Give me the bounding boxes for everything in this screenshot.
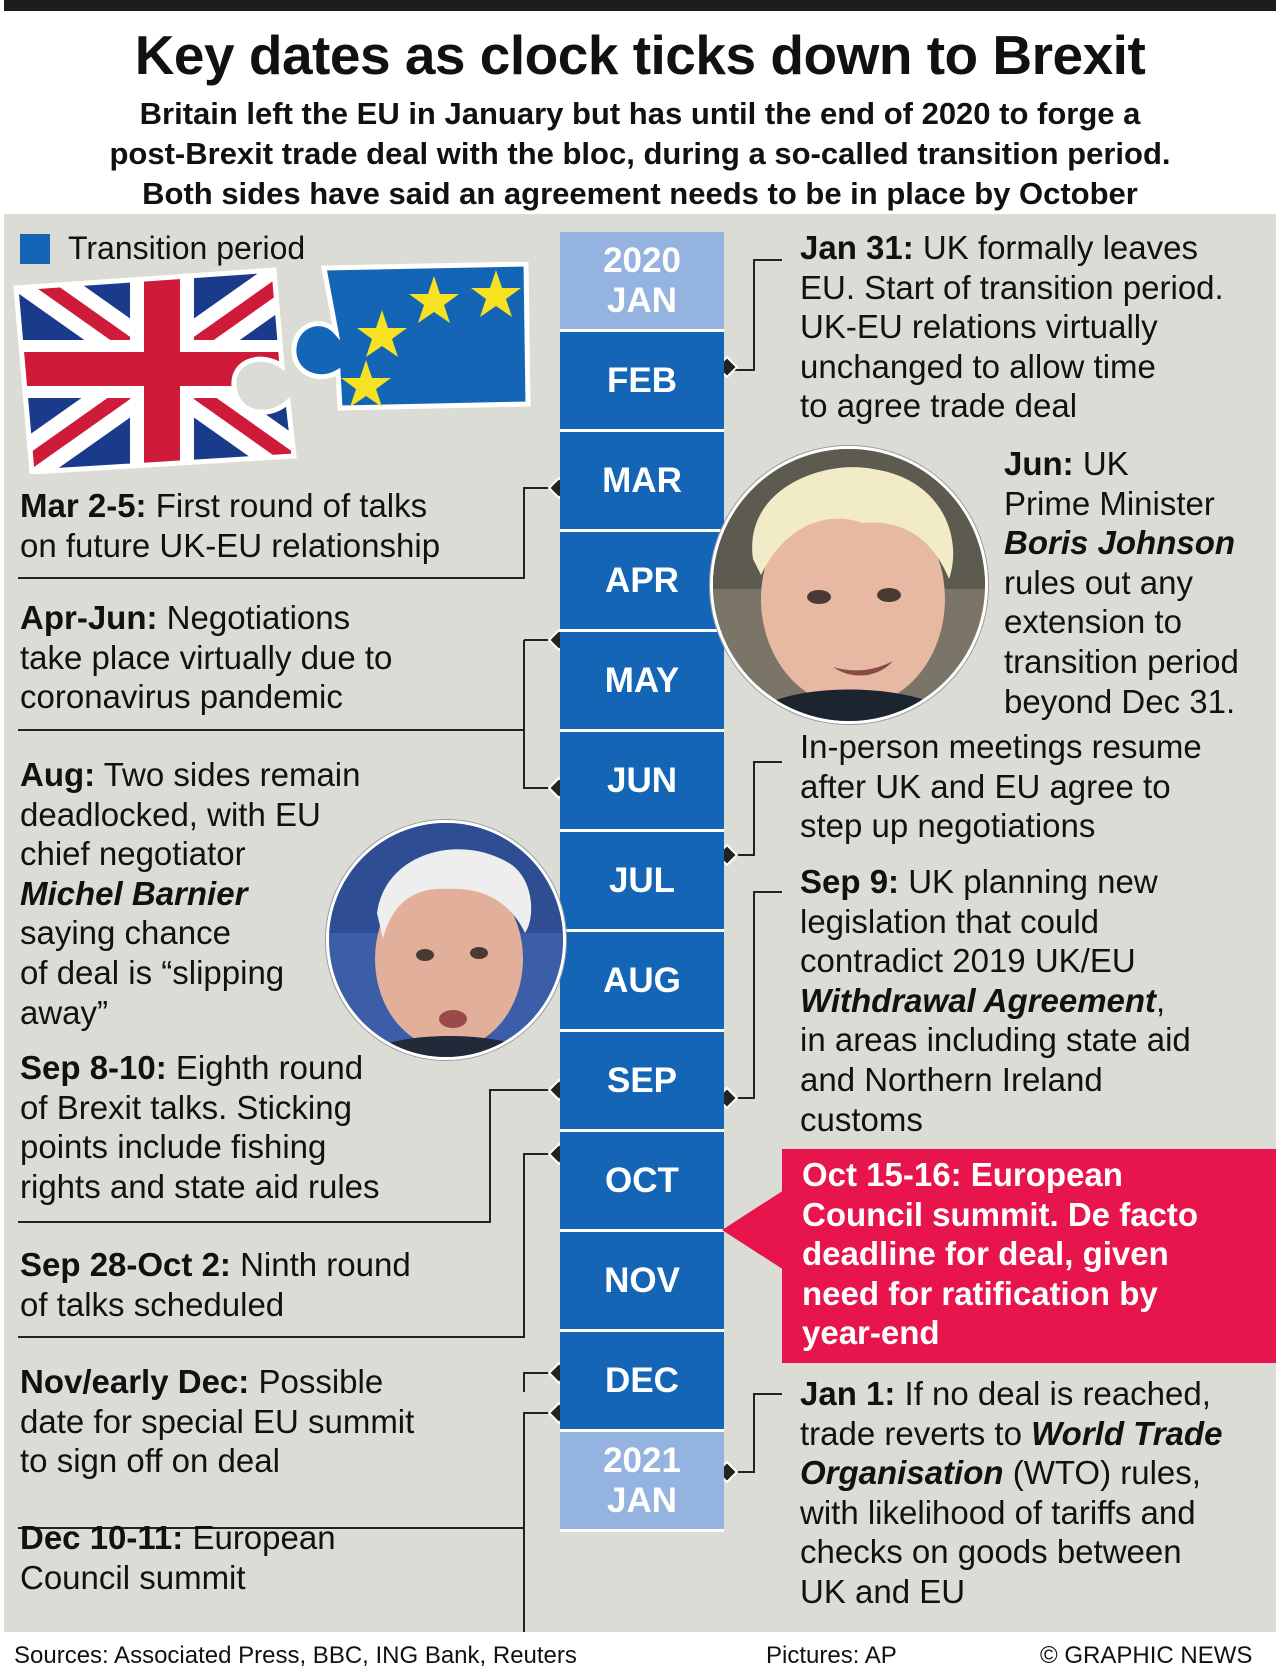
event-text: and Northern Ireland bbox=[800, 1060, 1103, 1098]
boris-johnson-photo bbox=[710, 446, 988, 724]
footer bbox=[4, 1632, 1276, 1680]
event-text: coronavirus pandemic bbox=[20, 678, 343, 716]
event-text: Possible bbox=[249, 1363, 384, 1400]
month-label: APR bbox=[605, 560, 679, 600]
callout-pointer bbox=[722, 1190, 786, 1270]
event-text: date for special EU summit bbox=[20, 1402, 415, 1440]
publisher-credit: © GRAPHIC NEWS bbox=[1040, 1642, 1253, 1669]
subtitle-line: Britain left the EU in January but has until the end of 2020 to forge a bbox=[139, 96, 1141, 131]
person-name: Boris Johnson bbox=[1004, 524, 1236, 562]
event-text: transition period bbox=[1004, 642, 1239, 680]
event-sep9 bbox=[800, 862, 1191, 1139]
event-text: away” bbox=[20, 993, 109, 1031]
event-text: EU. Start of transition period. bbox=[800, 268, 1224, 306]
event-sep8 bbox=[20, 1048, 380, 1206]
month-label: JUN bbox=[606, 760, 678, 800]
event-text: UK-EU relations virtually bbox=[800, 308, 1158, 346]
event-text: in areas including state aid bbox=[800, 1021, 1191, 1059]
event-jun-pm bbox=[1004, 444, 1239, 721]
month-label: DEC bbox=[605, 1360, 679, 1400]
callout-text: Oct 15-16: European bbox=[802, 1156, 1123, 1193]
event-text: beyond Dec 31. bbox=[1004, 682, 1236, 720]
event-text: extension to bbox=[1004, 603, 1182, 641]
month-label: SEP bbox=[606, 1060, 678, 1100]
event-date: Dec 10-11: bbox=[20, 1519, 184, 1556]
organisation-name: Organisation bbox=[800, 1454, 1004, 1492]
event-date: Aug: bbox=[20, 756, 96, 793]
month-label: JUL bbox=[608, 860, 676, 900]
event-text: In-person meetings resume bbox=[800, 728, 1202, 765]
callout-text: deadline for deal, given bbox=[802, 1235, 1169, 1273]
callout-text: year-end bbox=[802, 1314, 940, 1352]
legend-label: Transition period bbox=[68, 230, 306, 266]
sources-credit: Sources: Associated Press, BBC, ING Bank, Reuters bbox=[14, 1642, 577, 1669]
event-text: Eighth round bbox=[166, 1049, 364, 1086]
event-text: customs bbox=[800, 1100, 923, 1138]
month-label: 2020 bbox=[603, 240, 681, 280]
month-cell bbox=[560, 832, 724, 932]
event-text: chief negotiator bbox=[20, 835, 246, 873]
event-date: Sep 28-Oct 2: bbox=[20, 1246, 231, 1283]
event-text: unchanged to allow time bbox=[800, 347, 1156, 385]
page-title: Key dates as clock ticks down to Brexit bbox=[134, 24, 1146, 86]
event-text: contradict 2019 UK/EU bbox=[800, 942, 1136, 980]
event-text: to sign off on deal bbox=[20, 1442, 280, 1480]
event-date: Apr-Jun: bbox=[20, 599, 158, 636]
organisation-name: World Trade bbox=[1031, 1414, 1223, 1452]
month-cell bbox=[560, 1032, 724, 1132]
event-sep28 bbox=[20, 1245, 411, 1324]
event-text: saying chance bbox=[20, 914, 231, 952]
event-text: legislation that could bbox=[800, 902, 1100, 940]
event-text: points include fishing bbox=[20, 1128, 327, 1166]
month-cell bbox=[560, 432, 724, 532]
event-jan1 bbox=[800, 1374, 1222, 1612]
subtitle-line: post-Brexit trade deal with the bloc, during a so-called transition period. bbox=[109, 136, 1171, 171]
infographic bbox=[4, 0, 1276, 1680]
event-text: trade reverts to bbox=[800, 1414, 1032, 1452]
event-text: (WTO) rules, bbox=[1003, 1454, 1201, 1492]
event-dec bbox=[20, 1518, 336, 1597]
event-text: Council summit bbox=[20, 1558, 246, 1596]
event-text: Two sides remain bbox=[95, 756, 361, 793]
event-text: checks on goods between bbox=[800, 1533, 1182, 1571]
oct-highlight-callout bbox=[782, 1149, 1276, 1363]
month-cell bbox=[560, 532, 724, 632]
person-name: Michel Barnier bbox=[20, 874, 248, 912]
month-cell bbox=[560, 1432, 724, 1532]
event-text: UK bbox=[1073, 445, 1129, 482]
event-date: Jun: bbox=[1004, 445, 1074, 482]
subtitle-line: Both sides have said an agreement needs to be in place by October bbox=[142, 176, 1138, 211]
month-label: FEB bbox=[607, 360, 677, 400]
event-text: If no deal is reached, bbox=[895, 1375, 1211, 1412]
event-date: Jan 31: bbox=[800, 229, 914, 266]
month-cell bbox=[560, 1232, 724, 1332]
michel-barnier-photo bbox=[326, 820, 566, 1060]
event-text: take place virtually due to bbox=[20, 638, 393, 676]
month-label: JAN bbox=[606, 280, 678, 320]
event-jan31 bbox=[800, 228, 1224, 426]
event-text: Prime Minister bbox=[1004, 484, 1215, 522]
event-text: with likelihood of tariffs and bbox=[800, 1493, 1196, 1531]
event-nov bbox=[20, 1362, 414, 1481]
event-text: deadlocked, with EU bbox=[20, 795, 321, 833]
pictures-credit: Pictures: AP bbox=[766, 1642, 897, 1669]
event-text: of deal is “slipping bbox=[20, 953, 285, 991]
month-cell bbox=[560, 1332, 724, 1432]
event-text: of talks scheduled bbox=[20, 1285, 285, 1323]
month-label: MAY bbox=[604, 660, 680, 700]
event-text: UK formally leaves bbox=[913, 229, 1198, 266]
month-cell bbox=[560, 732, 724, 832]
callout-text: Council summit. De facto bbox=[802, 1195, 1199, 1233]
event-text: rights and state aid rules bbox=[20, 1167, 380, 1205]
month-cell bbox=[560, 932, 724, 1032]
event-date: Jan 1: bbox=[800, 1375, 896, 1412]
callout-text: need for ratification by bbox=[802, 1274, 1158, 1312]
event-text: European bbox=[183, 1519, 336, 1556]
event-date: Sep 9: bbox=[800, 863, 900, 900]
month-label: 2021 bbox=[603, 1440, 681, 1480]
event-text: of Brexit talks. Sticking bbox=[20, 1088, 352, 1126]
event-jun-meetings bbox=[800, 727, 1202, 846]
month-label: NOV bbox=[604, 1260, 680, 1300]
event-date: Sep 8-10: bbox=[20, 1049, 167, 1086]
month-label: OCT bbox=[605, 1160, 679, 1200]
agreement-name: Withdrawal Agreement bbox=[800, 981, 1157, 1019]
event-date: Nov/early Dec: bbox=[20, 1363, 250, 1400]
event-text: to agree trade deal bbox=[800, 387, 1078, 425]
event-text: Negotiations bbox=[157, 599, 351, 636]
event-text: First round of talks bbox=[146, 487, 428, 524]
month-label: MAR bbox=[602, 460, 682, 500]
month-label: JAN bbox=[606, 1480, 678, 1520]
event-text: on future UK-EU relationship bbox=[20, 526, 441, 564]
month-label: AUG bbox=[603, 960, 681, 1000]
event-date: Mar 2-5: bbox=[20, 487, 147, 524]
event-text: , bbox=[1156, 981, 1166, 1019]
month-cell bbox=[560, 332, 724, 432]
month-cell bbox=[560, 232, 724, 332]
event-text: UK planning new bbox=[899, 863, 1158, 900]
month-cell bbox=[560, 632, 724, 732]
event-text: step up negotiations bbox=[800, 807, 1096, 845]
event-mar bbox=[20, 486, 440, 565]
event-text: rules out any bbox=[1004, 563, 1193, 601]
event-apr-jun bbox=[20, 598, 392, 717]
event-text: UK and EU bbox=[800, 1572, 966, 1610]
month-cell bbox=[560, 1132, 724, 1232]
event-text: after UK and EU agree to bbox=[800, 767, 1171, 805]
event-text: Ninth round bbox=[230, 1246, 411, 1283]
event-aug bbox=[20, 755, 360, 1032]
